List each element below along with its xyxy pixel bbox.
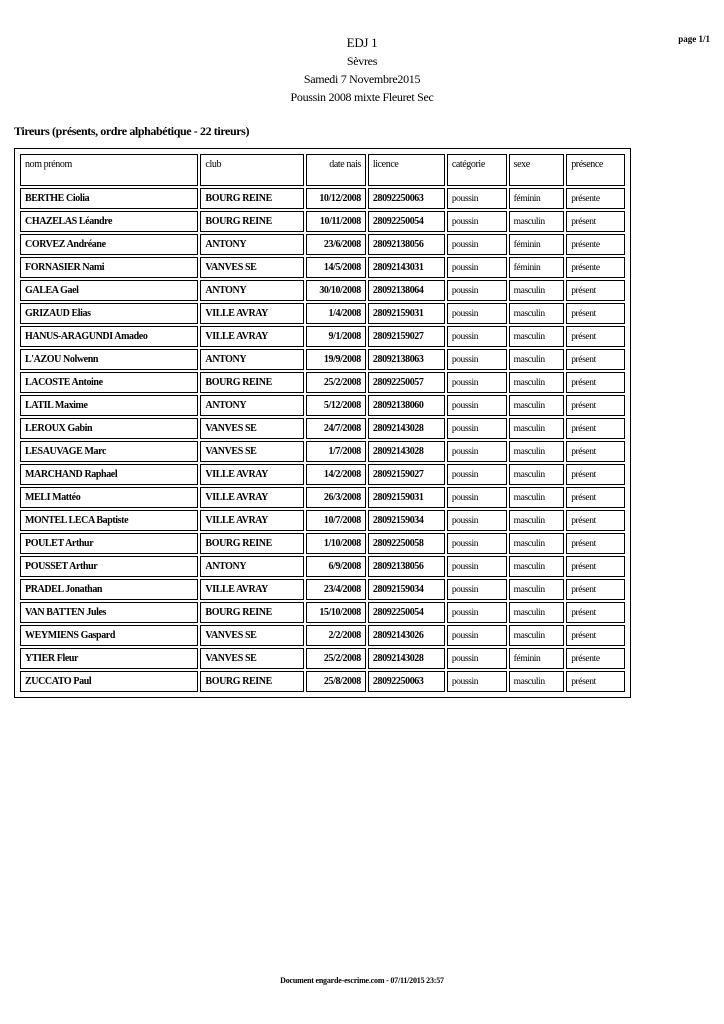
document-header — [0, 34, 724, 106]
cell-club: ANTONY — [200, 395, 304, 416]
cell-name: MELI Mattéo — [20, 487, 198, 508]
cell-club: VILLE AVRAY — [200, 303, 304, 324]
competition-city: Sèvres — [346, 54, 378, 68]
cell-presence: présent — [566, 441, 625, 462]
cell-licence: 28092250054 — [368, 602, 445, 623]
cell-categorie: poussin — [447, 602, 507, 623]
cell-sexe: masculin — [509, 418, 565, 439]
cell-presence: présente — [566, 257, 625, 278]
cell-club: BOURG REINE — [200, 188, 304, 209]
cell-categorie: poussin — [447, 418, 507, 439]
cell-sexe: masculin — [509, 602, 565, 623]
cell-licence: 28092138056 — [368, 556, 445, 577]
column-header-name: nom prénom — [20, 154, 198, 186]
column-header-presence: présence — [566, 154, 625, 186]
cell-date: 15/10/2008 — [306, 602, 366, 623]
cell-categorie: poussin — [447, 303, 507, 324]
cell-licence: 28092250063 — [368, 671, 445, 692]
table-row — [20, 349, 625, 370]
table-row — [20, 280, 625, 301]
cell-presence: présent — [566, 349, 625, 370]
cell-presence: présent — [566, 602, 625, 623]
table-row — [20, 464, 625, 485]
cell-club: VILLE AVRAY — [200, 510, 304, 531]
cell-club: ANTONY — [200, 556, 304, 577]
cell-licence: 28092143026 — [368, 625, 445, 646]
cell-presence: présent — [566, 280, 625, 301]
cell-name: MONTEL LECA Baptiste — [20, 510, 198, 531]
column-header-date: date nais — [306, 154, 366, 186]
cell-date: 14/5/2008 — [306, 257, 366, 278]
competition-category: Poussin 2008 mixte Fleuret Sec — [290, 90, 434, 104]
document-footer: Document engarde-escrime.com - 07/11/2015 23:57 — [280, 976, 444, 985]
table-row — [20, 303, 625, 324]
cell-categorie: poussin — [447, 533, 507, 554]
cell-categorie: poussin — [447, 188, 507, 209]
cell-presence: présent — [566, 303, 625, 324]
cell-name: POUSSET Arthur — [20, 556, 198, 577]
cell-name: LEROUX Gabin — [20, 418, 198, 439]
cell-name: WEYMIENS Gaspard — [20, 625, 198, 646]
table-row — [20, 395, 625, 416]
cell-name: ZUCCATO Paul — [20, 671, 198, 692]
cell-name: CHAZELAS Léandre — [20, 211, 198, 232]
cell-name: PRADEL Jonathan — [20, 579, 198, 600]
cell-club: VANVES SE — [200, 418, 304, 439]
table-row — [20, 510, 625, 531]
cell-sexe: masculin — [509, 510, 565, 531]
column-header-categorie: catégorie — [447, 154, 507, 186]
cell-date: 19/9/2008 — [306, 349, 366, 370]
competition-title: EDJ 1 — [346, 35, 378, 50]
cell-club: ANTONY — [200, 234, 304, 255]
cell-licence: 28092138063 — [368, 349, 445, 370]
cell-name: YTIER Fleur — [20, 648, 198, 669]
cell-club: ANTONY — [200, 280, 304, 301]
column-header-sexe: sexe — [509, 154, 565, 186]
cell-date: 25/2/2008 — [306, 372, 366, 393]
cell-categorie: poussin — [447, 257, 507, 278]
cell-sexe: masculin — [509, 579, 565, 600]
cell-name: GRIZAUD Elias — [20, 303, 198, 324]
cell-name: CORVEZ Andréane — [20, 234, 198, 255]
cell-sexe: masculin — [509, 671, 565, 692]
cell-categorie: poussin — [447, 441, 507, 462]
table-row — [20, 326, 625, 347]
cell-club: BOURG REINE — [200, 533, 304, 554]
cell-presence: présent — [566, 625, 625, 646]
cell-date: 1/4/2008 — [306, 303, 366, 324]
cell-name: VAN BATTEN Jules — [20, 602, 198, 623]
table-row — [20, 625, 625, 646]
table-row — [20, 234, 625, 255]
cell-date: 9/1/2008 — [306, 326, 366, 347]
cell-date: 1/10/2008 — [306, 533, 366, 554]
cell-presence: présent — [566, 395, 625, 416]
cell-licence: 28092250063 — [368, 188, 445, 209]
column-header-licence: licence — [368, 154, 445, 186]
cell-sexe: masculin — [509, 487, 565, 508]
cell-date: 6/9/2008 — [306, 556, 366, 577]
cell-categorie: poussin — [447, 648, 507, 669]
cell-categorie: poussin — [447, 487, 507, 508]
table-row — [20, 487, 625, 508]
cell-categorie: poussin — [447, 234, 507, 255]
cell-presence: présente — [566, 188, 625, 209]
cell-date: 26/3/2008 — [306, 487, 366, 508]
cell-licence: 28092138056 — [368, 234, 445, 255]
cell-date: 23/4/2008 — [306, 579, 366, 600]
cell-sexe: masculin — [509, 372, 565, 393]
cell-licence: 28092138060 — [368, 395, 445, 416]
table-row — [20, 579, 625, 600]
table-row — [20, 648, 625, 669]
cell-name: POULET Arthur — [20, 533, 198, 554]
cell-date: 25/2/2008 — [306, 648, 366, 669]
cell-presence: présent — [566, 556, 625, 577]
cell-club: ANTONY — [200, 349, 304, 370]
cell-sexe: masculin — [509, 464, 565, 485]
cell-sexe: masculin — [509, 395, 565, 416]
competition-date: Samedi 7 Novembre2015 — [303, 72, 421, 86]
cell-name: LACOSTE Antoine — [20, 372, 198, 393]
table-row — [20, 441, 625, 462]
cell-sexe: masculin — [509, 441, 565, 462]
cell-categorie: poussin — [447, 510, 507, 531]
table-row — [20, 602, 625, 623]
cell-club: VANVES SE — [200, 441, 304, 462]
table-body — [20, 188, 625, 692]
cell-date: 30/10/2008 — [306, 280, 366, 301]
cell-licence: 28092159031 — [368, 303, 445, 324]
cell-sexe: masculin — [509, 303, 565, 324]
cell-presence: présent — [566, 510, 625, 531]
cell-licence: 28092143028 — [368, 418, 445, 439]
column-header-club: club — [200, 154, 304, 186]
cell-categorie: poussin — [447, 671, 507, 692]
cell-name: LATIL Maxime — [20, 395, 198, 416]
cell-sexe: féminin — [509, 188, 565, 209]
cell-sexe: masculin — [509, 625, 565, 646]
cell-categorie: poussin — [447, 372, 507, 393]
table-row — [20, 257, 625, 278]
table-row — [20, 556, 625, 577]
cell-presence: présent — [566, 487, 625, 508]
cell-licence: 28092143031 — [368, 257, 445, 278]
cell-name: L'AZOU Nolwenn — [20, 349, 198, 370]
cell-sexe: féminin — [509, 648, 565, 669]
cell-categorie: poussin — [447, 349, 507, 370]
table-row — [20, 372, 625, 393]
cell-club: VILLE AVRAY — [200, 487, 304, 508]
cell-categorie: poussin — [447, 280, 507, 301]
cell-club: BOURG REINE — [200, 602, 304, 623]
cell-name: FORNASIER Nami — [20, 257, 198, 278]
cell-licence: 28092250057 — [368, 372, 445, 393]
fencers-table — [18, 152, 627, 694]
table-header-row — [20, 154, 625, 186]
cell-club: BOURG REINE — [200, 671, 304, 692]
cell-date: 14/2/2008 — [306, 464, 366, 485]
cell-presence: présent — [566, 464, 625, 485]
cell-categorie: poussin — [447, 556, 507, 577]
cell-club: VANVES SE — [200, 257, 304, 278]
cell-presence: présent — [566, 372, 625, 393]
cell-club: VANVES SE — [200, 625, 304, 646]
table-row — [20, 188, 625, 209]
cell-sexe: masculin — [509, 211, 565, 232]
table-row — [20, 418, 625, 439]
section-title: Tireurs (présents, ordre alphabétique - 22 tireurs) — [14, 124, 250, 138]
cell-presence: présent — [566, 418, 625, 439]
fencers-table-frame — [14, 148, 631, 698]
cell-licence: 28092159031 — [368, 487, 445, 508]
cell-categorie: poussin — [447, 326, 507, 347]
cell-date: 24/7/2008 — [306, 418, 366, 439]
cell-date: 1/7/2008 — [306, 441, 366, 462]
cell-presence: présente — [566, 234, 625, 255]
cell-categorie: poussin — [447, 395, 507, 416]
cell-categorie: poussin — [447, 579, 507, 600]
cell-licence: 28092159034 — [368, 579, 445, 600]
cell-sexe: masculin — [509, 326, 565, 347]
cell-date: 10/7/2008 — [306, 510, 366, 531]
cell-sexe: masculin — [509, 533, 565, 554]
cell-sexe: féminin — [509, 234, 565, 255]
cell-presence: présent — [566, 326, 625, 347]
cell-licence: 28092159027 — [368, 464, 445, 485]
cell-club: VANVES SE — [200, 648, 304, 669]
cell-name: HANUS-ARAGUNDI Amadeo — [20, 326, 198, 347]
cell-presence: présent — [566, 533, 625, 554]
cell-sexe: masculin — [509, 556, 565, 577]
cell-club: VILLE AVRAY — [200, 326, 304, 347]
cell-presence: présent — [566, 579, 625, 600]
table-row — [20, 211, 625, 232]
cell-date: 23/6/2008 — [306, 234, 366, 255]
cell-sexe: féminin — [509, 257, 565, 278]
cell-sexe: masculin — [509, 349, 565, 370]
cell-licence: 28092143028 — [368, 441, 445, 462]
cell-name: GALEA Gael — [20, 280, 198, 301]
cell-name: LESAUVAGE Marc — [20, 441, 198, 462]
cell-club: VILLE AVRAY — [200, 464, 304, 485]
cell-licence: 28092159034 — [368, 510, 445, 531]
cell-presence: présent — [566, 211, 625, 232]
cell-club: BOURG REINE — [200, 211, 304, 232]
cell-date: 25/8/2008 — [306, 671, 366, 692]
cell-categorie: poussin — [447, 625, 507, 646]
cell-date: 5/12/2008 — [306, 395, 366, 416]
table-row — [20, 671, 625, 692]
cell-licence: 28092159027 — [368, 326, 445, 347]
cell-sexe: masculin — [509, 280, 565, 301]
table-row — [20, 533, 625, 554]
cell-licence: 28092250054 — [368, 211, 445, 232]
cell-club: VILLE AVRAY — [200, 579, 304, 600]
cell-date: 10/12/2008 — [306, 188, 366, 209]
cell-name: MARCHAND Raphael — [20, 464, 198, 485]
cell-categorie: poussin — [447, 464, 507, 485]
cell-licence: 28092250058 — [368, 533, 445, 554]
cell-licence: 28092138064 — [368, 280, 445, 301]
page-number: page 1/1 — [678, 34, 710, 44]
cell-date: 10/11/2008 — [306, 211, 366, 232]
cell-club: BOURG REINE — [200, 372, 304, 393]
cell-presence: présent — [566, 671, 625, 692]
cell-name: BERTHE Ciolia — [20, 188, 198, 209]
cell-licence: 28092143028 — [368, 648, 445, 669]
cell-categorie: poussin — [447, 211, 507, 232]
cell-date: 2/2/2008 — [306, 625, 366, 646]
cell-presence: présente — [566, 648, 625, 669]
